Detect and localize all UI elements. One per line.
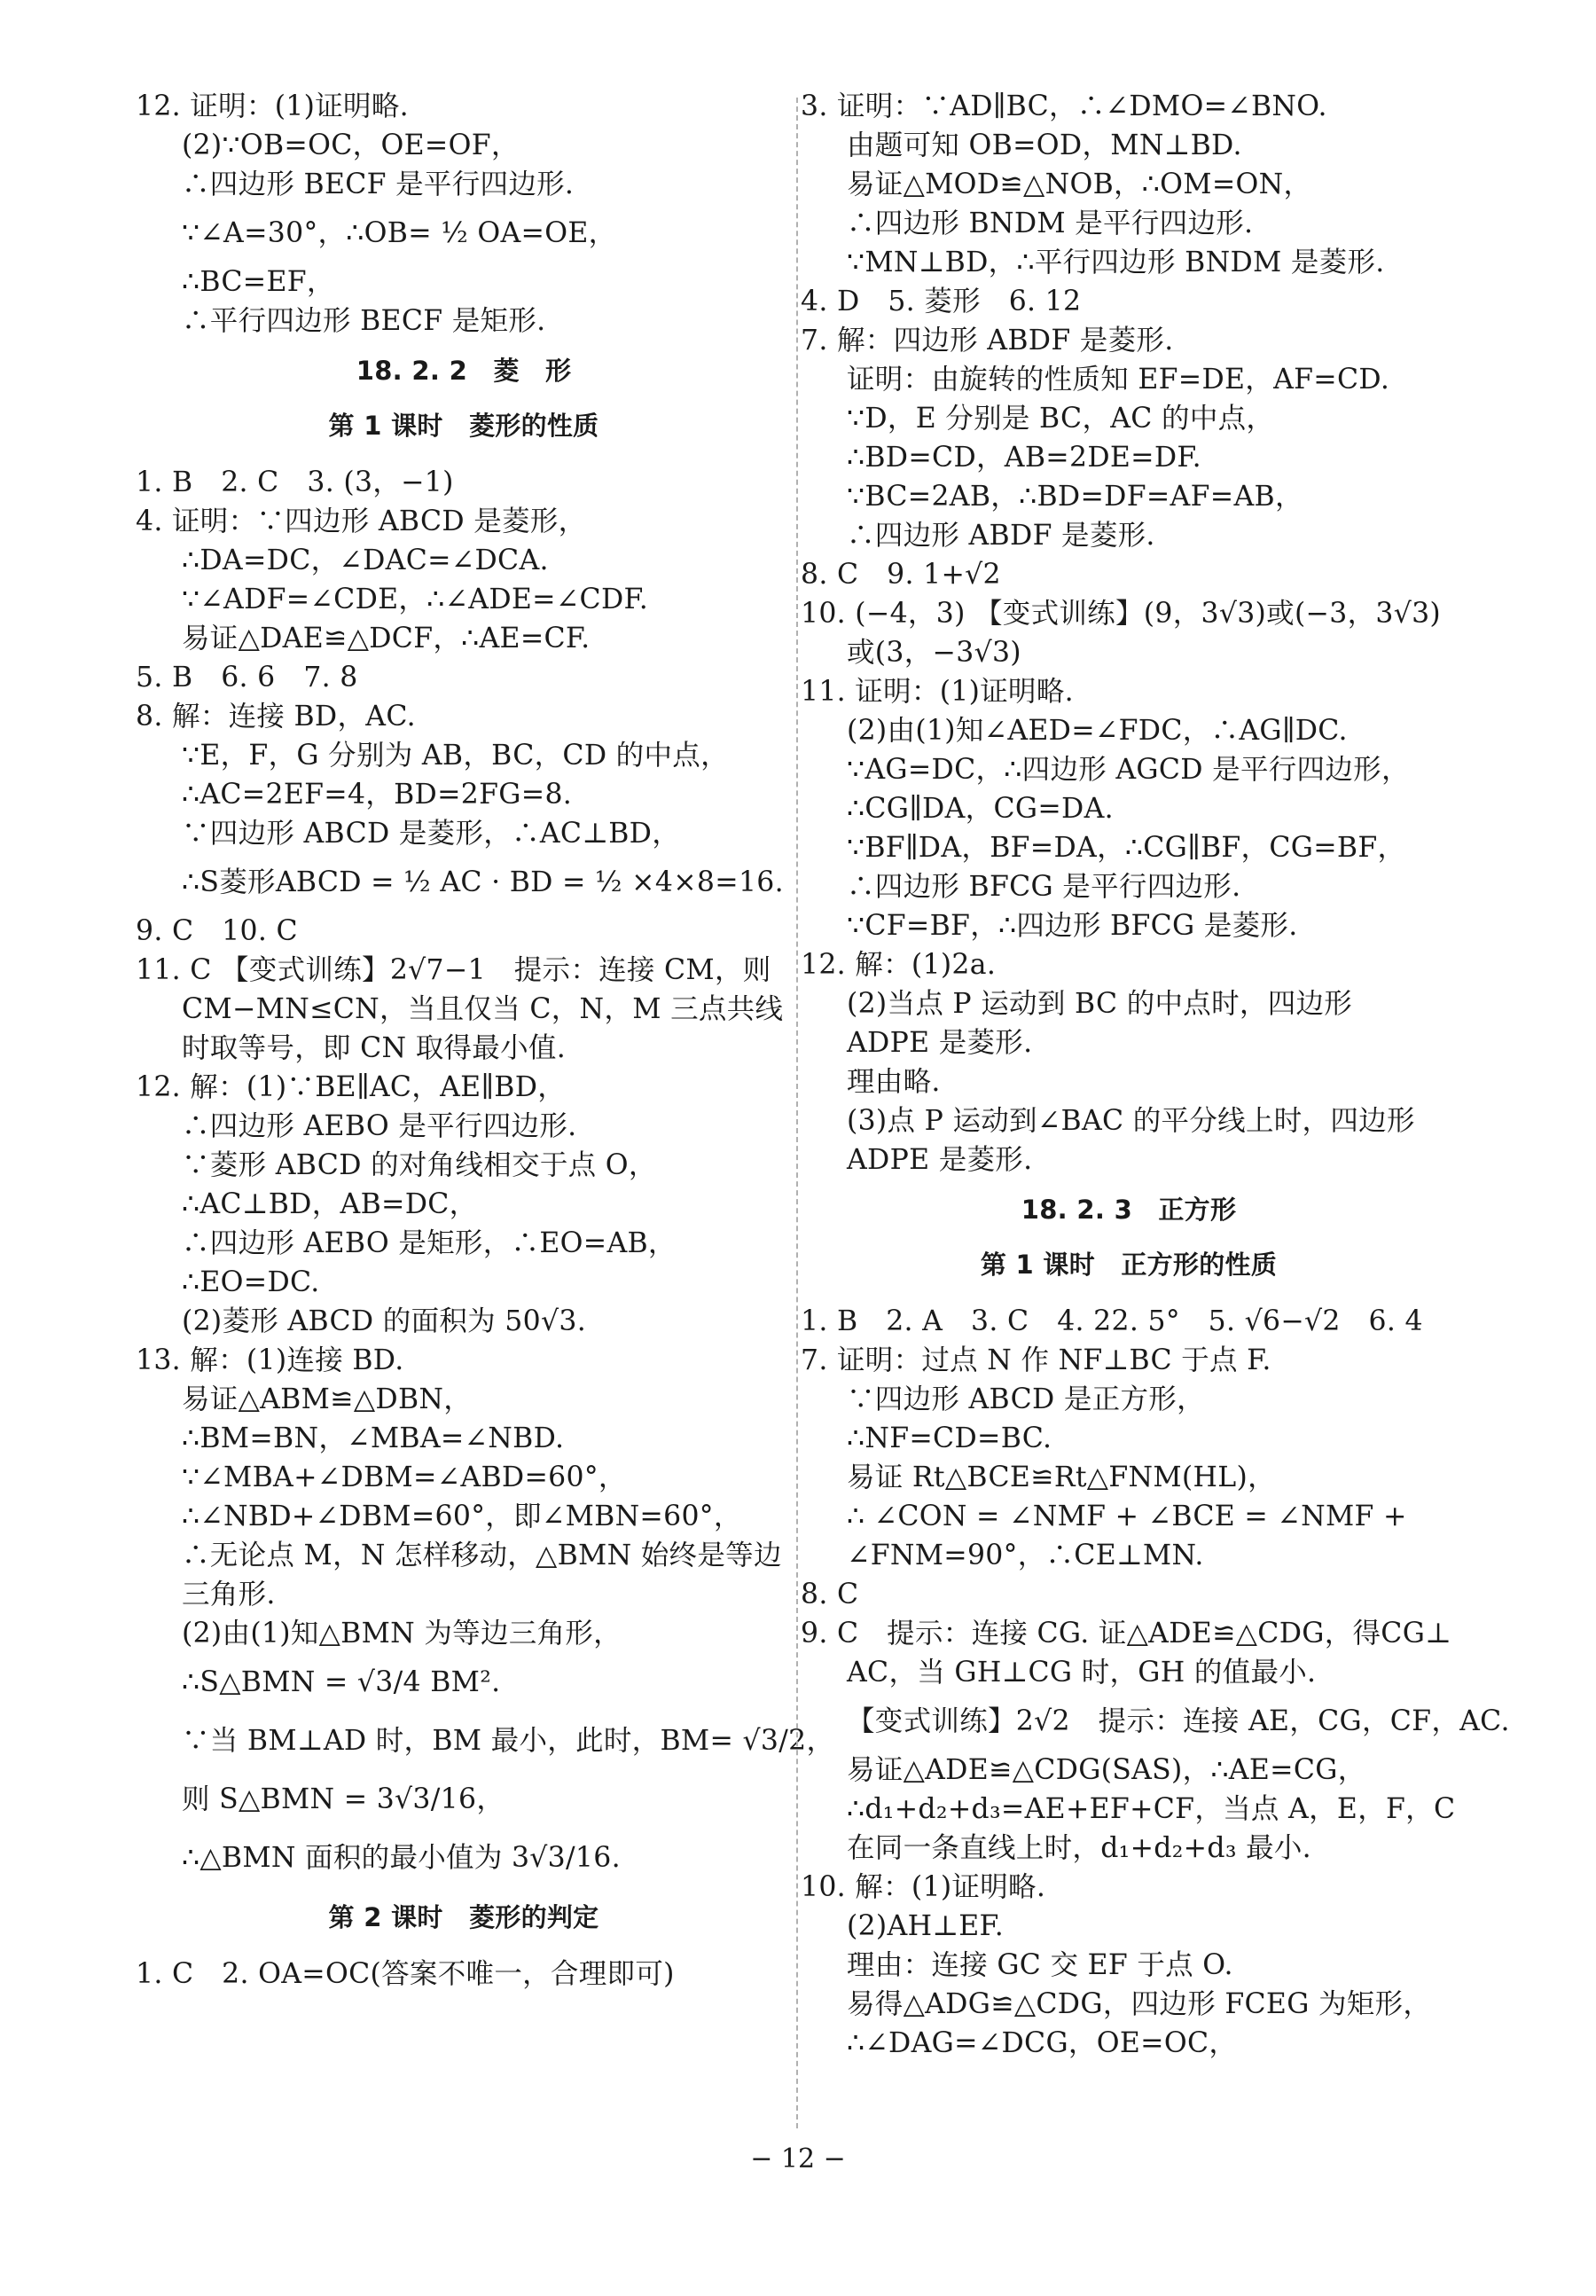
answer-line: ∴AC=2EF=4，BD=2FG=8. <box>182 779 573 811</box>
answer-line: ∴四边形 AEBO 是平行四边形. <box>182 1110 577 1142</box>
answer-line: 时取等号，即 CN 取得最小值. <box>182 1032 567 1064</box>
answer-line: ∵AG=DC，∴四边形 AGCD 是平行四边形， <box>847 754 1410 786</box>
answer-line: 理由略. <box>847 1066 941 1098</box>
answer-line: ∵当 BM⊥AD 时，BM 最小，此时，BM= √3/2， <box>182 1725 835 1757</box>
answer-line: ∴四边形 ABDF 是菱形. <box>847 520 1155 552</box>
answer-line: 11. 证明：(1)证明略. <box>801 676 1074 708</box>
answer-line: ∴四边形 AEBO 是矩形，∴EO=AB， <box>182 1227 677 1259</box>
answer-line: ∴平行四边形 BECF 是矩形. <box>182 305 546 337</box>
answer-line: 4. 证明：∵四边形 ABCD 是菱形， <box>136 505 587 537</box>
answer-line: 10. (−4，3) 【变式训练】(9，3√3)或(−3，3√3) <box>801 598 1442 630</box>
answer-line: 易证 Rt△BCE≌Rt△FNM(HL)， <box>847 1461 1276 1493</box>
answer-line: 1. C 2. OA=OC(答案不唯一，合理即可) <box>136 1958 675 1990</box>
answer-line: 7. 证明：过点 N 作 NF⊥BC 于点 F. <box>801 1344 1271 1376</box>
answer-line: ∴S△BMN = √3/4 BM². <box>182 1666 501 1698</box>
answer-line: (2)菱形 ABCD 的面积为 50√3. <box>182 1305 587 1337</box>
answer-line: ∵CF=BF，∴四边形 BFCG 是菱形. <box>847 910 1298 942</box>
answer-line: ∴四边形 BFCG 是平行四边形. <box>847 871 1241 903</box>
section-heading: 18. 2. 2 菱 形 <box>356 356 572 386</box>
answer-line: 5. B 6. 6 7. 8 <box>136 662 358 694</box>
answer-line: 易证△ABM≌△DBN， <box>182 1383 473 1415</box>
answer-line: 易证△DAE≌△DCF，∴AE=CF. <box>182 623 591 654</box>
answer-line: ∵∠ADF=∠CDE，∴∠ADE=∠CDF. <box>182 584 649 615</box>
answer-line: 8. 解：连接 BD，AC. <box>136 701 416 733</box>
answer-line: ∵∠MBA+∠DBM=∠ABD=60°， <box>182 1461 627 1493</box>
answer-line: 易得△ADG≌△CDG，四边形 FCEG 为矩形， <box>847 1988 1432 2020</box>
answer-line: ∠FNM=90°，∴CE⊥MN. <box>847 1540 1204 1571</box>
answer-line: 或(3，−3√3) <box>847 637 1021 669</box>
section-heading: 第 1 课时 正方形的性质 <box>980 1250 1278 1280</box>
answer-line: ∴∠NBD+∠DBM=60°，即∠MBN=60°， <box>182 1501 742 1532</box>
answer-line: AC，当 GH⊥CG 时，GH 的值最小. <box>847 1657 1317 1689</box>
answer-line: ∴AC⊥BD，AB=DC， <box>182 1188 478 1220</box>
answer-line: ∴△BMN 面积的最小值为 3√3/16. <box>182 1842 621 1874</box>
section-heading: 18. 2. 3 正方形 <box>1021 1195 1237 1225</box>
answer-line: 证明：由旋转的性质知 EF=DE，AF=CD. <box>847 364 1390 396</box>
answer-line: ∴四边形 BECF 是平行四边形. <box>182 168 575 200</box>
answer-line: 1. B 2. C 3. (3，−1) <box>136 466 454 498</box>
column-divider <box>796 98 798 2128</box>
answer-line: 12. 解：(1)∵BE∥AC，AE∥BD， <box>136 1071 567 1103</box>
answer-line: (2)AH⊥EF. <box>847 1910 1005 1942</box>
answer-line: ∵四边形 ABCD 是正方形， <box>847 1383 1205 1415</box>
answer-line: ∴BM=BN，∠MBA=∠NBD. <box>182 1422 565 1454</box>
answer-line: ∴CG∥DA，CG=DA. <box>847 793 1114 825</box>
answer-line: 9. C 提示：连接 CG. 证△ADE≌△CDG，得CG⊥ <box>801 1618 1452 1650</box>
answer-line: ∵菱形 ABCD 的对角线相交于点 O， <box>182 1149 657 1181</box>
answer-line: 8. C <box>801 1579 859 1610</box>
answer-line: 13. 解：(1)连接 BD. <box>136 1344 404 1376</box>
answer-line: 11. C 【变式训练】2√7−1 提示：连接 CM，则 <box>136 954 771 986</box>
answer-line: ∴EO=DC. <box>182 1266 320 1298</box>
answer-line: ∴NF=CD=BC. <box>847 1422 1052 1454</box>
answer-line: ∴DA=DC，∠DAC=∠DCA. <box>182 545 549 576</box>
answer-line: ∴ ∠CON = ∠NMF + ∠BCE = ∠NMF + <box>847 1501 1407 1532</box>
answer-line: ∵D，E 分别是 BC，AC 的中点， <box>847 403 1275 435</box>
answer-line: 则 S△BMN = 3√3/16， <box>182 1783 505 1815</box>
answer-line: (2)∵OB=OC，OE=OF， <box>182 129 520 161</box>
answer-line: ∴BC=EF， <box>182 266 335 298</box>
answer-line: (2)由(1)知△BMN 为等边三角形， <box>182 1618 622 1650</box>
answer-line: 7. 解：四边形 ABDF 是菱形. <box>801 325 1174 357</box>
answer-line: (3)点 P 运动到∠BAC 的平分线上时，四边形 <box>847 1105 1415 1137</box>
answer-line: (2)由(1)知∠AED=∠FDC，∴AG∥DC. <box>847 715 1348 747</box>
section-heading: 第 2 课时 菱形的判定 <box>328 1902 599 1932</box>
answer-line: ∴BD=CD，AB=2DE=DF. <box>847 442 1201 474</box>
answer-line: 12. 证明：(1)证明略. <box>136 90 409 122</box>
answer-line: CM−MN≤CN，当且仅当 C，N，M 三点共线 <box>182 993 784 1025</box>
answer-line: 12. 解：(1)2a. <box>801 949 997 981</box>
page-number: − 12 − <box>750 2143 846 2175</box>
answer-line: 【变式训练】2√2 提示：连接 AE，CG，CF，AC. <box>847 1705 1510 1737</box>
answer-line: 理由：连接 GC 交 EF 于点 O. <box>847 1949 1233 1981</box>
answer-line: ∴∠DAG=∠DCG，OE=OC， <box>847 2027 1238 2059</box>
answer-line: ADPE 是菱形. <box>847 1144 1033 1176</box>
answer-line: ∵BC=2AB，∴BD=DF=AF=AB， <box>847 481 1303 513</box>
answer-line: 9. C 10. C <box>136 915 298 947</box>
answer-line: 8. C 9. 1+√2 <box>801 559 1001 591</box>
right-column <box>801 87 1510 2141</box>
answer-line: ADPE 是菱形. <box>847 1027 1033 1059</box>
answer-line: 10. 解：(1)证明略. <box>801 1871 1046 1903</box>
answer-line: 由题可知 OB=OD，MN⊥BD. <box>847 129 1242 161</box>
answer-line: 易证△ADE≌△CDG(SAS)，∴AE=CG， <box>847 1754 1366 1786</box>
answer-line: ∴无论点 M，N 怎样移动，△BMN 始终是等边 <box>182 1540 782 1571</box>
answer-line: ∴S菱形ABCD = ½ AC · BD = ½ ×4×8=16. <box>182 866 784 898</box>
answer-line: ∴四边形 BNDM 是平行四边形. <box>847 208 1254 239</box>
answer-line: ∵BF∥DA，BF=DA，∴CG∥BF，CG=BF， <box>847 832 1406 864</box>
answer-line: ∵∠A=30°，∴OB= ½ OA=OE， <box>182 217 617 249</box>
answer-line: 3. 证明：∵AD∥BC，∴∠DMO=∠BNO. <box>801 90 1327 122</box>
answer-line: ∵MN⊥BD，∴平行四边形 BNDM 是菱形. <box>847 247 1385 278</box>
answer-line: 易证△MOD≌△NOB，∴OM=ON， <box>847 168 1312 200</box>
answer-line: ∵四边形 ABCD 是菱形，∴AC⊥BD， <box>182 818 681 850</box>
answer-line: 4. D 5. 菱形 6. 12 <box>801 286 1082 317</box>
answer-line: ∵E，F，G 分别为 AB，BC，CD 的中点， <box>182 740 729 772</box>
answer-line: ∴d₁+d₂+d₃=AE+EF+CF，当点 A，E，F，C <box>847 1793 1456 1825</box>
answer-line: 三角形. <box>182 1579 276 1610</box>
section-heading: 第 1 课时 菱形的性质 <box>328 411 599 441</box>
answer-line: (2)当点 P 运动到 BC 的中点时，四边形 <box>847 988 1353 1020</box>
answer-line: 在同一条直线上时，d₁+d₂+d₃ 最小. <box>847 1832 1311 1864</box>
answer-line: 1. B 2. A 3. C 4. 22. 5° 5. √6−√2 6. 4 <box>801 1305 1423 1337</box>
